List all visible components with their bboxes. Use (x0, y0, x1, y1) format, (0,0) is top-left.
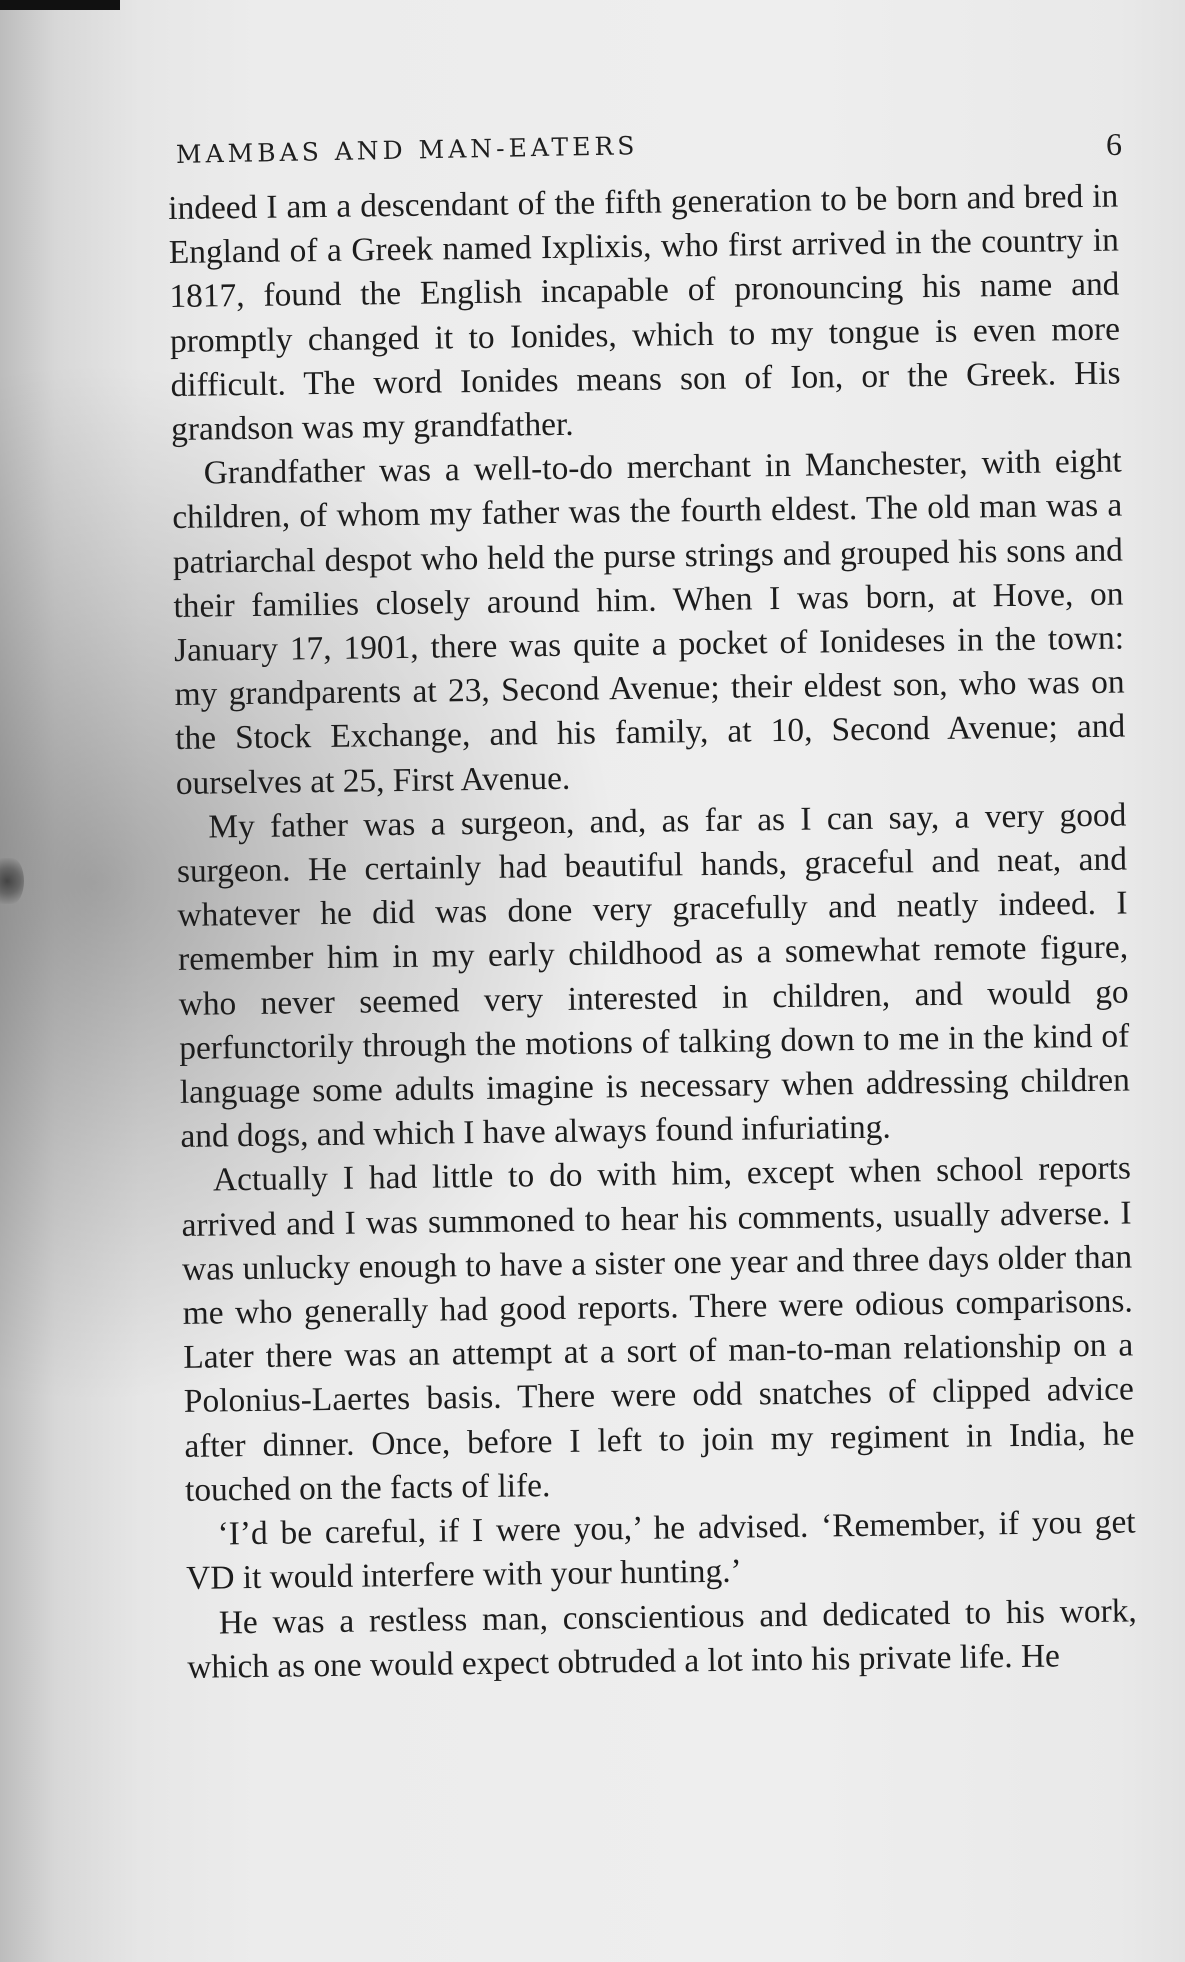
paragraph-5: ‘I’d be careful, if I were you,’ he advised. ‘Remember, if you get VD it would interfere with your hunting.’ (185, 1503, 1136, 1598)
paragraph-1: indeed I am a descendant of the fifth generation to be born and bred in England of a Greek named Ixplixis, who first arrived in the country in 1817, found the English incapable of pronouncing his name and promptly changed it to Ionides, which to my tongue is even more difficult. The word Ionides means son of Ion, or the Greek. His grandson was my grandfather. (168, 177, 1121, 448)
body-text (168, 175, 1138, 1690)
running-title: MAMBAS AND MAN-EATERS (175, 131, 639, 169)
page-edge-shadow (0, 0, 120, 10)
paragraph-6: He was a restless man, conscientious and dedicated to his work, which as one would expect obtruded a lot into his private life. He (187, 1591, 1137, 1686)
paragraph-2: Grandfather was a well-to-do merchant in Manchester, with eight children, of whom my father was the fourth eldest. The old man was a patriarchal despot who held the purse strings and grouped his sons and their families closely around him. When I was born, at Hove, on January 17, 1901, there was quite a pocket of Ionideses in the town: my grandparents at 23, Second Avenue; their eldest son, who was on the Stock Exchange, and his family, at 10, Second Avenue; and ourselves at 25, First Avenue. (172, 442, 1126, 802)
page-header (176, 126, 1122, 176)
paragraph-4: Actually I had little to do with him, except when school reports arrived and I was summoned to hear his comments, usually adverse. I was unlucky enough to have a sister one year and three days older than me who generally had good reports. There were odious comparisons. Later there was an attempt at a sort of man-to-man relationship on a Polonius-Laertes basis. There were odd snatches of clipped advice after dinner. Once, before I left to join my regiment in India, he touched on the facts of life. (181, 1149, 1135, 1509)
paragraph-3: My father was a surgeon, and, as far as I can say, a very good surgeon. He certainly had beautiful hands, graceful and neat, and whatever he did was done very gracefully and neatly indeed. I remember him in my early childhood as a somewhat remote figure, who never seemed very interested in children, and would go perfunctorily through the motions of talking down to me in the kind of language some adults imagine is necessary when addressing children and dogs, and which I have always found infuriating. (176, 796, 1131, 1156)
page-number: 6 (1106, 126, 1122, 162)
binding-mark (0, 858, 24, 904)
